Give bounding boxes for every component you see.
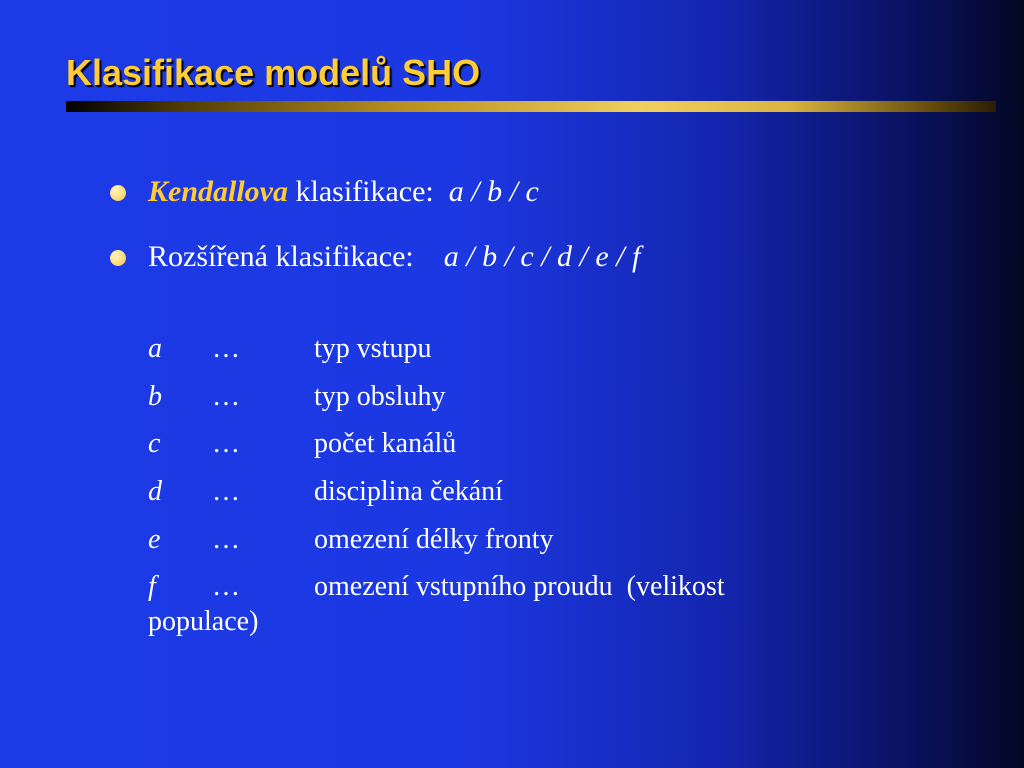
definition-text: disciplina čekání bbox=[314, 476, 503, 507]
definition-letter: b bbox=[148, 381, 162, 412]
bullet-label: klasifikace: bbox=[288, 175, 449, 208]
definition-text: typ obsluhy bbox=[314, 381, 446, 412]
definition-ellipsis: … bbox=[212, 428, 240, 459]
extended-notation: a / b / c / d / e / f bbox=[443, 240, 641, 273]
definition-letter: a bbox=[148, 333, 162, 364]
kendall-emphasis: Kendallova bbox=[148, 175, 288, 208]
definition-ellipsis: … bbox=[212, 476, 240, 507]
bullet-label: Rozšířená klasifikace: bbox=[148, 240, 444, 273]
definition-text: omezení délky fronty bbox=[314, 524, 554, 555]
definition-letter: f bbox=[148, 571, 156, 602]
bullet-text bbox=[148, 174, 539, 210]
definition-text: typ vstupu bbox=[314, 333, 432, 364]
slide-title: Klasifikace modelů SHO bbox=[66, 52, 481, 93]
definition-ellipsis: … bbox=[212, 571, 240, 602]
definition-ellipsis: … bbox=[212, 333, 240, 364]
bullet-dot-icon bbox=[110, 185, 126, 201]
definition-text: omezení vstupního proudu (velikost bbox=[314, 571, 725, 602]
definition-letter: e bbox=[148, 524, 161, 555]
title-underline-bar bbox=[66, 101, 996, 112]
definition-ellipsis: … bbox=[212, 381, 240, 412]
bullet-dot-icon bbox=[110, 250, 126, 266]
definition-letter: d bbox=[148, 476, 162, 507]
definition-text: počet kanálů bbox=[314, 428, 457, 459]
definition-letter: c bbox=[148, 428, 161, 459]
kendall-notation: a / b / c bbox=[448, 175, 539, 208]
bullet-text bbox=[148, 239, 640, 275]
definition-continuation: populace) bbox=[148, 606, 259, 637]
definition-ellipsis: … bbox=[212, 524, 240, 555]
